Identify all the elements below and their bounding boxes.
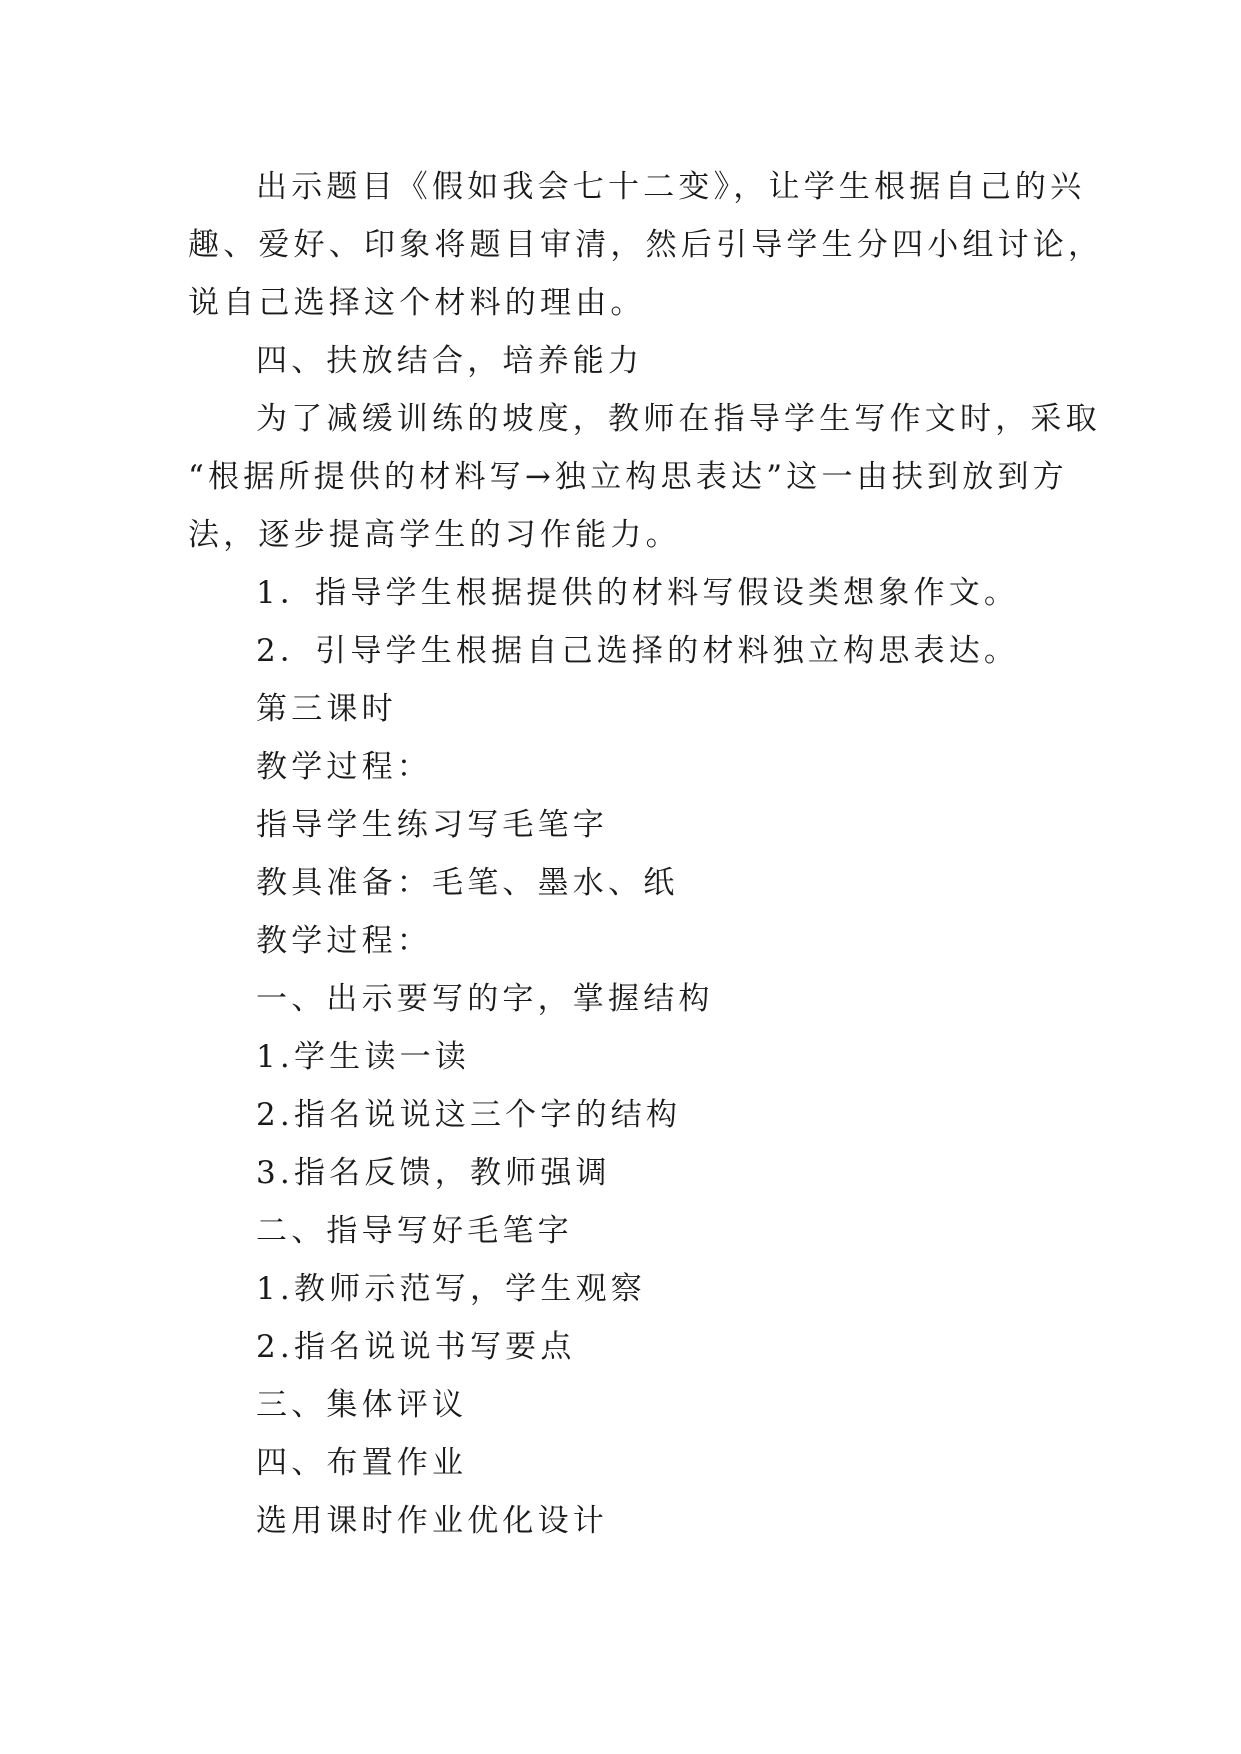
list-item (188, 1086, 1068, 1144)
materials-line (188, 854, 1068, 912)
process-label (188, 738, 1068, 796)
text-line: 教学过程： (256, 749, 432, 785)
text-line: 为了减缓训练的坡度，教师在指导学生写作文时，采取 (256, 401, 1101, 437)
text-line: 趣、爱好、印象将题目审清，然后引导学生分四小组讨论， (188, 227, 1104, 263)
text-line: 1．指导学生根据提供的材料写假设类想象作文。 (256, 575, 1020, 611)
text-line: 四、扶放结合，培养能力 (256, 343, 644, 379)
text-line: 出示题目《假如我会七十二变》，让学生根据自己的兴 (256, 169, 1086, 205)
text-line: 3.指名反馈，教师强调 (256, 1155, 611, 1191)
lesson-topic (188, 796, 1068, 854)
text-line: 法，逐步提高学生的习作能力。 (188, 517, 681, 553)
document-page (188, 158, 1104, 1550)
lesson-heading (188, 680, 1068, 738)
section-heading (188, 332, 1068, 390)
homework-line (188, 1492, 1068, 1550)
text-line: 四、布置作业 (256, 1445, 468, 1481)
list-item (188, 1260, 1068, 1318)
list-item (188, 564, 1068, 622)
paragraph-intro (188, 158, 1104, 332)
section-heading (188, 1376, 1068, 1434)
list-item (188, 1028, 1068, 1086)
text-line: 2．引导学生根据自己选择的材料独立构思表达。 (256, 633, 1020, 669)
text-line: 1.学生读一读 (256, 1039, 470, 1075)
text-line: 说自己选择这个材料的理由。 (188, 285, 646, 321)
text-line: 三、集体评议 (256, 1387, 468, 1423)
text-line: 教具准备：毛笔、墨水、纸 (256, 865, 679, 901)
paragraph-method (188, 390, 1101, 564)
text-line: 2.指名说说这三个字的结构 (256, 1097, 682, 1133)
list-item (188, 1318, 1068, 1376)
text-line: 指导学生练习写毛笔字 (256, 807, 608, 843)
list-item (188, 1144, 1068, 1202)
text-line: 教学过程： (256, 923, 432, 959)
text-line: “根据所提供的材料写→独立构思表达”这一由扶到放到方 (188, 459, 1068, 495)
section-heading (188, 1202, 1068, 1260)
text-line: 1.教师示范写，学生观察 (256, 1271, 646, 1307)
text-line: 第三课时 (256, 691, 397, 727)
text-line: 二、指导写好毛笔字 (256, 1213, 573, 1249)
list-item (188, 622, 1068, 680)
text-line: 2.指名说说书写要点 (256, 1329, 576, 1365)
section-heading (188, 970, 1068, 1028)
text-line: 一、出示要写的字，掌握结构 (256, 981, 714, 1017)
process-label (188, 912, 1068, 970)
text-line: 选用课时作业优化设计 (256, 1503, 608, 1539)
section-heading (188, 1434, 1068, 1492)
